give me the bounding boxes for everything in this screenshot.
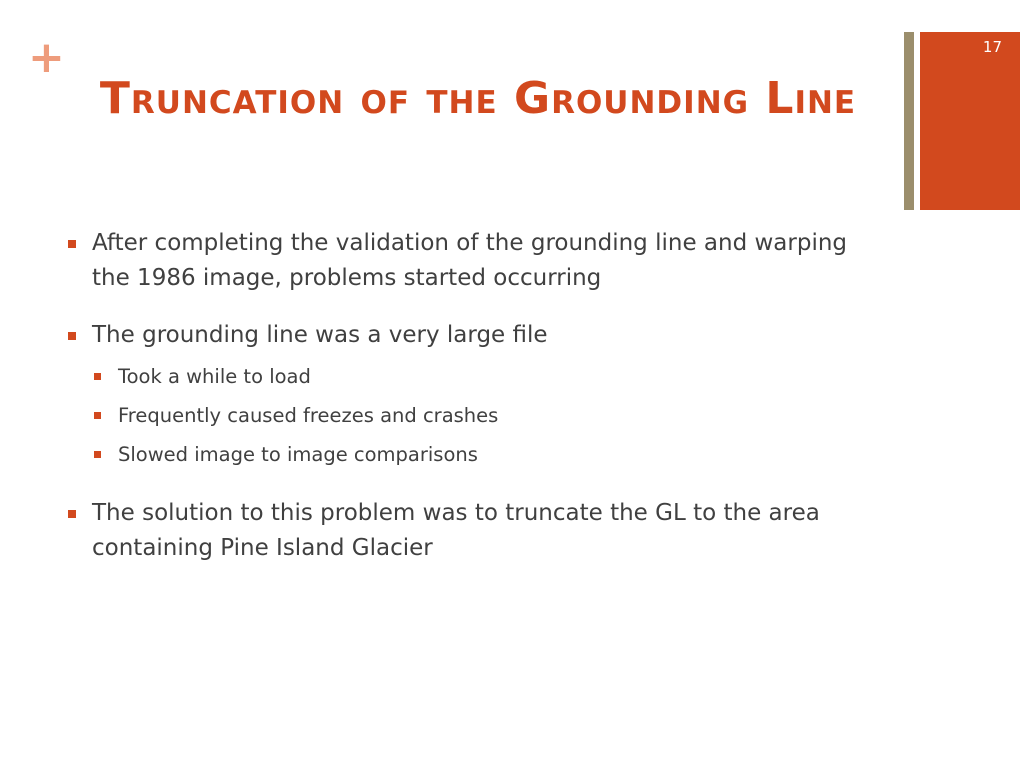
sub-bullet-text: Frequently caused freezes and crashes: [118, 404, 499, 427]
sub-bullet-square-icon: [94, 412, 101, 419]
sub-bullet-square-icon: [94, 373, 101, 380]
bullet-square-icon: [68, 510, 76, 518]
bullet-item: [66, 318, 886, 353]
sub-bullet-text: Slowed image to image comparisons: [118, 443, 478, 466]
sub-bullet-item: [92, 435, 886, 474]
plus-accent-icon: +: [28, 32, 65, 83]
bullet-item: [66, 496, 886, 566]
sub-bullet-item: [92, 396, 886, 435]
bullet-item: [66, 226, 886, 296]
bullet-square-icon: [68, 240, 76, 248]
slide-title: Truncation of the Grounding Line: [99, 73, 857, 124]
bullet-group-2: [66, 318, 886, 474]
bullet-square-icon: [68, 332, 76, 340]
slide-number: 17: [982, 38, 1002, 56]
bullet-group-1: [66, 226, 886, 296]
bullet-text: The grounding line was a very large file: [92, 322, 548, 348]
sub-bullet-square-icon: [94, 451, 101, 458]
sub-bullet-text: Took a while to load: [118, 365, 311, 388]
sub-bullet-item: [92, 357, 886, 396]
decorative-olive-bar: [904, 32, 914, 210]
bullet-group-3: [66, 496, 886, 566]
bullet-text: After completing the validation of the grounding line and warping the 1986 image, problems started occurring: [92, 230, 848, 291]
bullet-text: The solution to this problem was to truncate the GL to the area containing Pine Island Glacier: [92, 500, 820, 561]
sub-bullet-list: [92, 357, 886, 474]
decorative-orange-bar: [920, 32, 1020, 210]
slide-body: [66, 226, 886, 588]
